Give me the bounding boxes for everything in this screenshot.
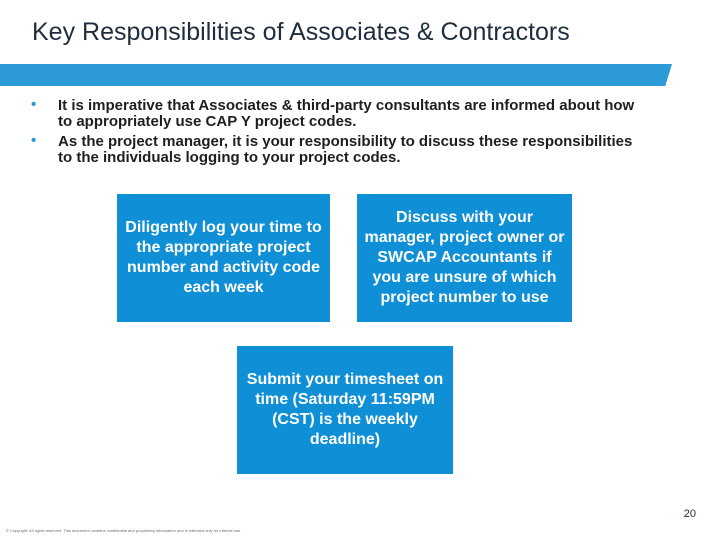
- box-text: Discuss with your manager, project owner or SWCAP Accountants if you are unsure of which project number to use: [364, 209, 565, 306]
- footer-disclaimer: © Copyright. All rights reserved. This document contains confidential and proprietary information and is intended only for internal use.: [6, 528, 242, 533]
- bullet-icon: •: [31, 132, 37, 149]
- responsibility-box-submit: [237, 346, 453, 474]
- bullet-text: As the project manager, it is your responsibility to discuss these responsibilities to the individuals logging to your project codes.: [58, 133, 633, 166]
- bullet-item: [28, 134, 648, 166]
- bullet-item: [28, 98, 648, 130]
- responsibility-box-discuss: [357, 194, 572, 322]
- slide-title: Key Responsibilities of Associates & Contractors: [32, 18, 570, 46]
- box-text: Submit your timesheet on time (Saturday 11:59PM (CST) is the weekly deadline): [246, 371, 444, 448]
- bullet-text: It is imperative that Associates & third-party consultants are informed about how to appropriately use CAP Y project codes.: [58, 97, 635, 130]
- bullet-list: [28, 98, 648, 170]
- page-number: 20: [683, 508, 696, 520]
- title-accent-band: [0, 64, 672, 86]
- bullet-icon: •: [31, 96, 37, 113]
- responsibility-box-log-time: [117, 194, 330, 322]
- box-text: Diligently log your time to the appropriate project number and activity code each week: [125, 219, 322, 296]
